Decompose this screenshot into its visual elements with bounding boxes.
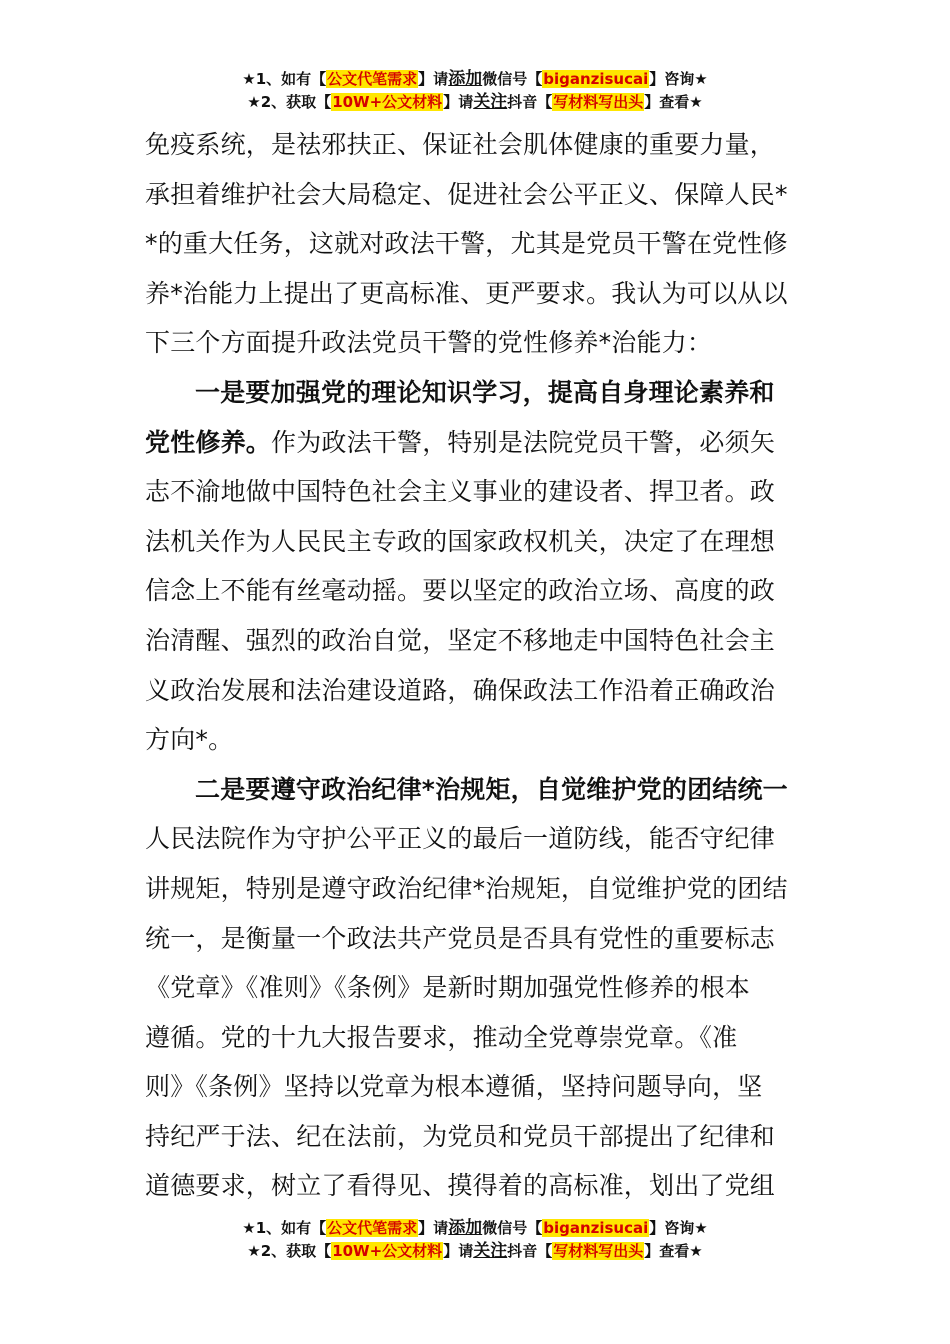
text-line: 志不渝地做中国特色社会主义事业的建设者、捍卫者。政 [145, 477, 776, 507]
banner-line-2: ★2、获取【10W+公文材料】请关注抖音【写材料写出头】查看★ [247, 92, 703, 112]
star-icon: ★ [247, 93, 261, 111]
star-icon: ★ [242, 70, 256, 88]
text-line: 免疫系统，是祛邪扶正、保证社会肌体健康的重要力量， [145, 130, 776, 159]
douyin-account: 写材料写出头 [553, 1242, 644, 1260]
wechat-id: biganzisucai [543, 70, 649, 88]
text-line: 持纪严于法、纪在法前，为党员和党员干部提出了纪律和 [145, 1121, 776, 1151]
highlight-service: 公文代笔需求 [327, 70, 418, 88]
document-body [145, 120, 808, 1211]
text-line: 统一，是衡量一个政法共产党员是否具有党性的重要标志 [145, 923, 776, 953]
text-line: 方向*。 [145, 725, 234, 755]
text-line: 义政治发展和法治建设道路，确保政法工作沿着正确政治 [145, 675, 776, 705]
text-line: 承担着维护社会大局稳定、促进社会公平正义、保障人民* [145, 179, 788, 209]
text-line: *的重大任务，这就对政法干警，尤其是党员干警在党性修 [145, 229, 788, 259]
text-line: 讲规矩，特别是遵守政治纪律*治规矩，自觉维护党的团结 [145, 873, 788, 903]
star-icon: ★ [247, 1242, 261, 1260]
text-line: 党性修养。作为政法干警，特别是法院党员干警，必须矢 [145, 427, 776, 457]
text-line: 信念上不能有丝毫动摇。要以坚定的政治立场、高度的政 [145, 576, 776, 606]
highlight-materials: 10W+公文材料 [332, 1242, 443, 1260]
banner-line-2: ★2、获取【10W+公文材料】请关注抖音【写材料写出头】查看★ [247, 1241, 703, 1261]
wechat-id: biganzisucai [543, 1219, 649, 1237]
text-line: 养*治能力上提出了更高标准、更严要求。我认为可以从以 [145, 278, 788, 308]
highlight-materials: 10W+公文材料 [332, 93, 443, 111]
text-line: 则》《条例》坚持以党章为根本遵循，坚持问题导向，坚 [145, 1072, 763, 1102]
highlight-service: 公文代笔需求 [327, 1219, 418, 1237]
header-banner [0, 68, 950, 114]
text-line: 遵循。党的十九大报告要求，推动全党尊崇党章。《准 [145, 1022, 738, 1052]
section-heading-1-cont: 党性修养。 [145, 427, 272, 457]
text-line: 治清醒、强烈的政治自觉，坚定不移地走中国特色社会主 [145, 625, 776, 655]
text-line: 《党章》《准则》《条例》是新时期加强党性修养的根本 [145, 973, 751, 1003]
section-heading-1: 一是要加强党的理论知识学习，提高自身理论素养和 [195, 377, 775, 407]
banner-line-1: ★1、如有【公文代笔需求】请添加微信号【biganzisucai】咨询★ [242, 1218, 708, 1238]
text-line: 道德要求，树立了看得见、摸得着的高标准，划出了党组 [145, 1171, 776, 1201]
section-heading-2: 二是要遵守政治纪律*治规矩，自觉维护党的团结统一 [195, 774, 788, 804]
text-line: 下三个方面提升政法党员干警的党性修养*治能力： [145, 328, 713, 358]
footer-banner [0, 1217, 950, 1263]
text-line: 人民法院作为守护公平正义的最后一道防线，能否守纪律 [145, 824, 776, 854]
text-line: 法机关作为人民民主专政的国家政权机关，决定了在理想 [145, 526, 776, 556]
banner-line-1: ★1、如有【公文代笔需求】请添加微信号【biganzisucai】咨询★ [242, 69, 708, 89]
star-icon: ★ [242, 1219, 256, 1237]
douyin-account: 写材料写出头 [553, 93, 644, 111]
